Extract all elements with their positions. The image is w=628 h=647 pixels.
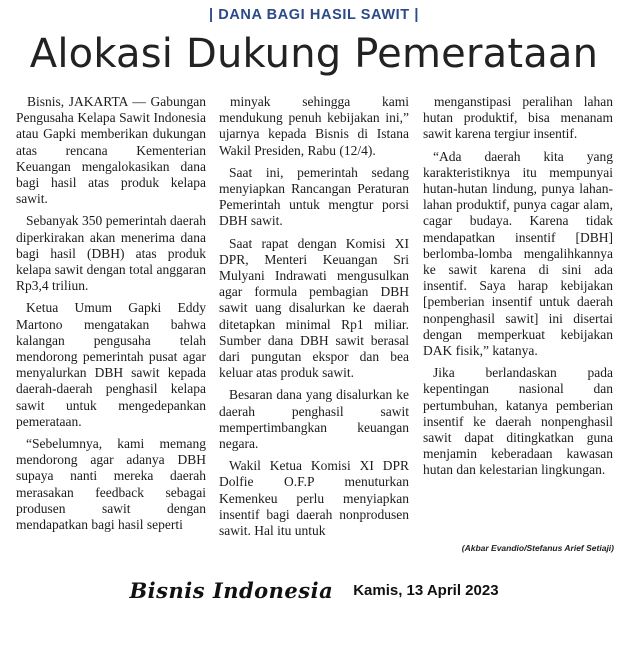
paragraph: Besaran dana yang disalurkan ke daerah penghasil sawit mempertimbangkan keuangan negara. xyxy=(219,387,409,452)
paragraph: “Ada daerah kita yang karakteristiknya itu mempunyai hutan-hutan lindung, punya lahan-lahan produktif, punya cagar alam, cagar budaya. Karena tidak mendapatkan insentif [DBH] berlomba-lomba mengalihkannya ke sawit karena di sini ada insentif. Saya harap kebijakan [pemberian insentif untuk daerah nonpenghasil sawit] ini disertai dengan memperkuat kebijakan DAK fisik,” katanya. xyxy=(423,148,613,359)
article-column-2 xyxy=(219,94,409,560)
article-column-1 xyxy=(16,94,206,560)
paragraph: “Sebelumnya, kami memang mendorong agar adanya DBH supaya nanti mereka daerah merasakan feedback sebagai produsen sawit dengan mendapatkan bagi hasil seperti xyxy=(16,436,206,533)
headline: Alokasi Dukung Pemerataan xyxy=(29,31,599,77)
section-kicker: | DANA BAGI HASIL SAWIT | xyxy=(208,7,419,23)
paragraph: Ketua Umum Gapki Eddy Martono mengatakan bahwa kalangan pengusaha telah mendorong pemerintah pusat agar menyalurkan DBH sawit kepada daerah-daerah penghasil kelapa sawit untuk mengedepankan pemerataan. xyxy=(16,300,206,429)
article-column-3 xyxy=(423,94,613,560)
paragraph: Saat ini, pemerintah sedang menyiapkan Rancangan Peraturan Pemerintah untuk mengtur porsi DBH sawit. xyxy=(219,164,409,229)
paragraph: Sebanyak 350 pemerintah daerah diperkirakan akan menerima dana bagi hasil (DBH) atas produk kelapa sawit dengan total anggaran Rp3,4 triliun. xyxy=(16,213,206,294)
page-footer xyxy=(0,578,628,614)
paragraph: menganstipasi peralihan lahan hutan produktif, bisa menanam sawit karena tergiur insentif. xyxy=(423,94,613,142)
paragraph: minyak sehingga kami mendukung penuh kebijakan ini,” ujarnya kepada Bisnis di Istana Wakil Presiden, Rabu (12/4). xyxy=(219,94,409,158)
paragraph: Bisnis, JAKARTA — Gabungan Pengusaha Kelapa Sawit Indonesia atau Gapki memberikan dukungan atas rencana Kementerian Keuangan mengalokasikan dana bagi hasil atas produk kelapa sawit. xyxy=(16,94,206,207)
paragraph: Saat rapat dengan Komisi XI DPR, Menteri Keuangan Sri Mulyani Indrawati mengusulkan agar formula pembagian DBH sawit uang disalurkan ke daerah ditetapkan minimal Rp1 miliar. Sumber dana DBH sawit berasal dari pungutan ekspor dan bea keluar atas produk sawit. xyxy=(219,235,409,381)
author-credit: (Akbar Evandio/Stefanus Arief Setiaji) xyxy=(461,543,614,553)
publication-date: Kamis, 13 April 2023 xyxy=(353,582,499,599)
paragraph: Jika berlandaskan pada kepentingan nasional dan pertumbuhan, katanya pemberian insentif ke daerah nonpenghasil sawit dapat ditingkatkan guna menjamin keberadaan kawasan hutan dan kelestarian lingkungan. xyxy=(423,365,613,478)
newspaper-logo: Bisnis Indonesia xyxy=(129,578,334,603)
paragraph: Wakil Ketua Komisi XI DPR Dolfie O.F.P menuturkan Kemenkeu perlu menyiapkan insentif bagi daerah nonprodusen sawit. Hal itu untuk xyxy=(219,458,409,539)
